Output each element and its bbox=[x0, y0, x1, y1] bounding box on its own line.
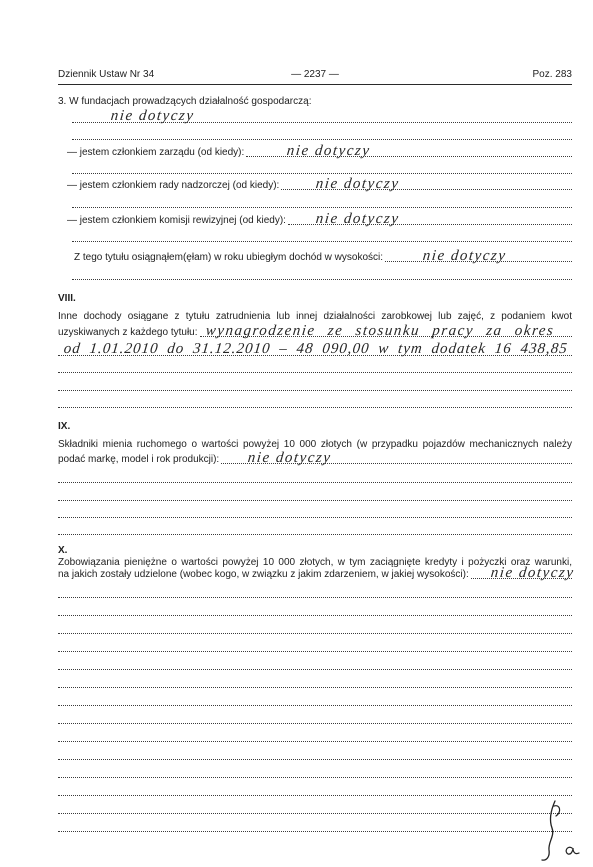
section-viii-question-end: uzyskiwanych z każdego tytułu: bbox=[58, 327, 198, 338]
dotted-answer-line bbox=[58, 597, 572, 598]
dotted-answer-line bbox=[58, 500, 572, 501]
handwritten-answer: nie dotyczy bbox=[110, 108, 196, 124]
page-header bbox=[58, 69, 572, 81]
handwritten-answer: nie dotyczy bbox=[490, 565, 576, 581]
dotted-answer-line bbox=[58, 831, 572, 832]
dotted-answer-line bbox=[58, 669, 572, 670]
section-viii-question: Inne dochody osiągane z tytułu zatrudnienia lub innej działalności zarobkowej lub zajęć, z podaniem kwot bbox=[58, 311, 572, 322]
dotted-answer-line bbox=[72, 279, 572, 280]
handwritten-answer: nie dotyczy bbox=[286, 143, 372, 159]
section-number: VIII. bbox=[58, 293, 76, 304]
section-3-heading: 3. W fundacjach prowadzących działalność gospodarczą: bbox=[58, 96, 312, 107]
section-ix-question-end: podać markę, model i rok produkcji): bbox=[58, 454, 220, 465]
dotted-answer-line bbox=[72, 241, 572, 242]
dotted-answer-line bbox=[58, 723, 572, 724]
dotted-answer-line bbox=[58, 741, 572, 742]
dotted-answer-line bbox=[58, 777, 572, 778]
handwritten-answer: nie dotyczy bbox=[315, 176, 401, 192]
position-number: Poz. 283 bbox=[532, 69, 572, 80]
dotted-answer-line bbox=[58, 372, 572, 373]
handwritten-answer: nie dotyczy bbox=[315, 211, 401, 227]
dotted-answer-line bbox=[58, 633, 572, 634]
section-ix-question: Składniki mienia ruchomego o wartości powyżej 10 000 złotych (w przypadku pojazdów mechanicznych należy bbox=[58, 439, 572, 450]
dotted-answer-line bbox=[58, 687, 572, 688]
dotted-answer-line bbox=[58, 534, 572, 535]
board-member-label: — jestem członkiem zarządu (od kiedy): bbox=[67, 147, 245, 158]
handwritten-answer: od 1.01.2010 do 31.12.2010 – 48 090,00 w tym dodatek 16 438,85 bbox=[63, 341, 569, 357]
section-number: X. bbox=[58, 545, 68, 556]
income-label: Z tego tytułu osiągnąłem(ęłam) w roku ubiegłym dochód w wysokości: bbox=[74, 252, 384, 263]
handwritten-answer: wynagrodzenie ze stosunku pracy za okres bbox=[205, 323, 556, 339]
dotted-answer-line bbox=[58, 651, 572, 652]
section-number: IX. bbox=[58, 421, 71, 432]
dotted-answer-line bbox=[58, 705, 572, 706]
dotted-answer-line bbox=[58, 390, 572, 391]
dotted-answer-line bbox=[58, 482, 572, 483]
supervisory-board-label: — jestem członkiem rady nadzorczej (od kiedy): bbox=[67, 180, 280, 191]
dotted-answer-line bbox=[58, 517, 572, 518]
dotted-answer-line bbox=[58, 615, 572, 616]
dotted-answer-line bbox=[72, 139, 572, 140]
dotted-answer-line bbox=[58, 759, 572, 760]
dotted-answer-line bbox=[58, 795, 572, 796]
header-rule bbox=[58, 84, 572, 85]
handwritten-answer: nie dotyczy bbox=[247, 450, 333, 466]
audit-committee-label: — jestem członkiem komisji rewizyjnej (od kiedy): bbox=[67, 215, 286, 226]
signature-mark bbox=[536, 798, 586, 864]
dotted-answer-line bbox=[58, 813, 572, 814]
handwritten-answer: nie dotyczy bbox=[422, 248, 508, 264]
journal-title: Dziennik Ustaw Nr 34 bbox=[58, 69, 155, 80]
dotted-answer-line bbox=[72, 173, 572, 174]
section-x-question: Zobowiązania pieniężne o wartości powyżej 10 000 złotych, w tym zaciągnięte kredyty i pożyczki oraz warunki, bbox=[58, 557, 572, 568]
dotted-answer-line bbox=[72, 207, 572, 208]
dotted-answer-line bbox=[58, 407, 572, 408]
page-number: — 2237 — bbox=[291, 69, 339, 80]
section-x-question-end: na jakich zostały udzielone (wobec kogo, w związku z jakim zdarzeniem, w jakiej wysokości): bbox=[58, 569, 469, 580]
